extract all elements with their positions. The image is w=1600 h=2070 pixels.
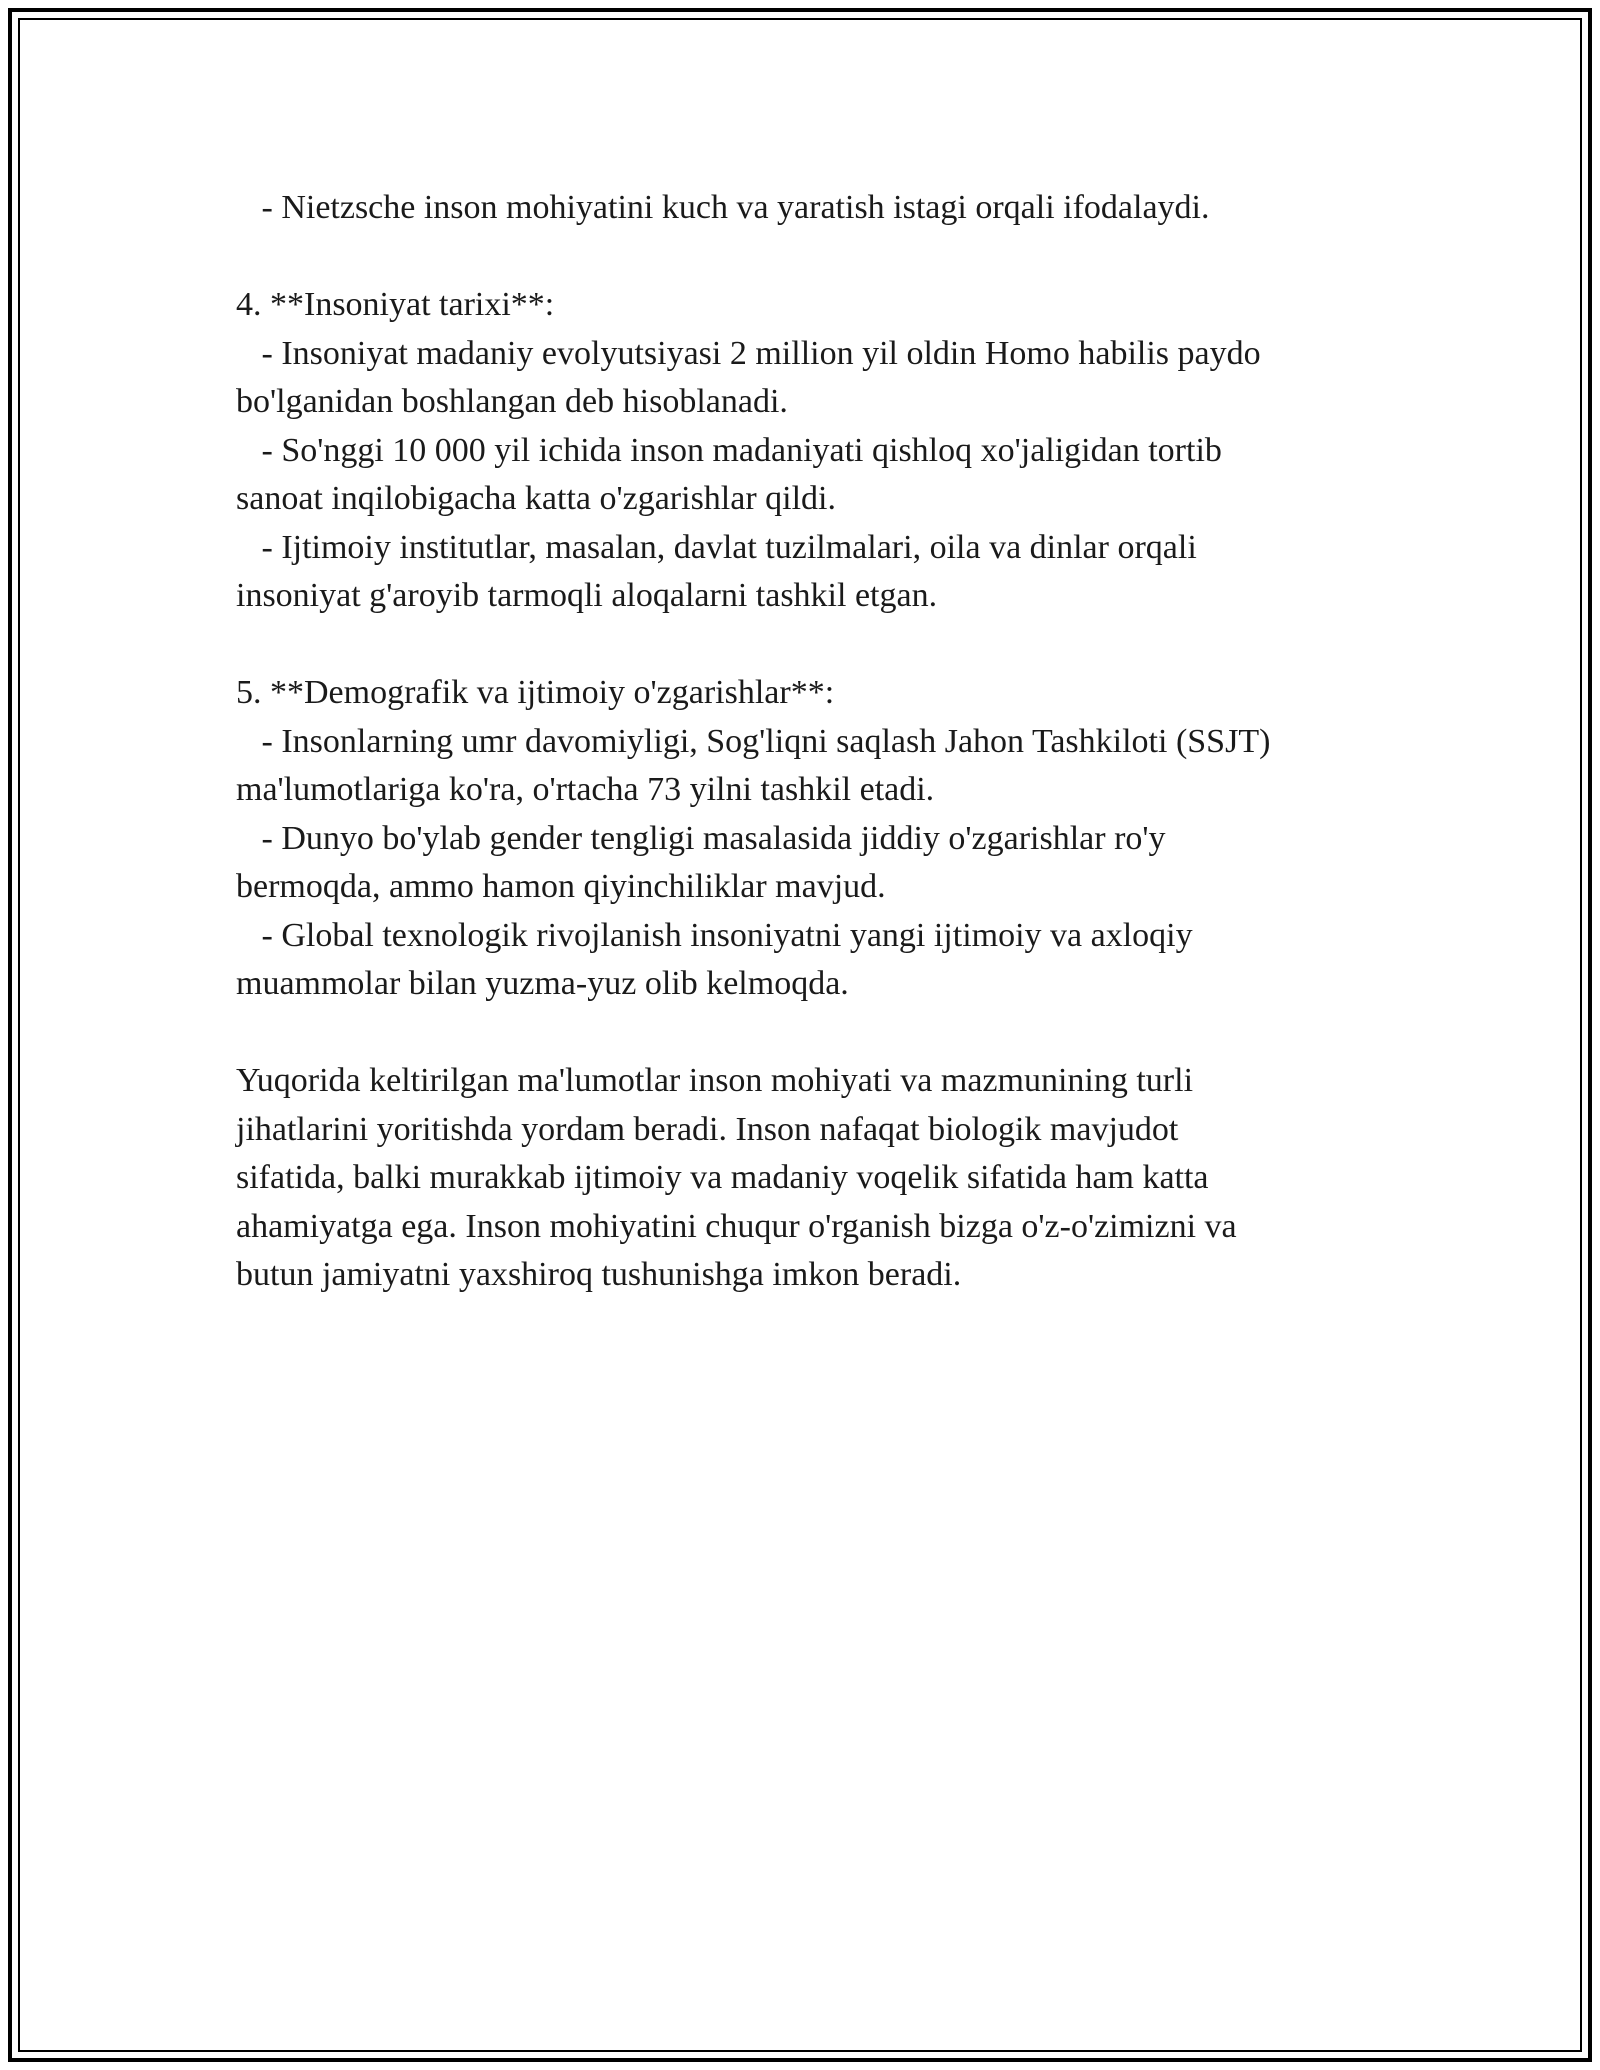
- bullet-line: - Dunyo bo'ylab gender tengligi masalasida jiddiy o'zgarishlar ro'y: [236, 819, 1166, 857]
- bullet-line: - Global texnologik rivojlanish insoniyatni yangi ijtimoiy va axloqiy: [236, 916, 1193, 954]
- blank-line: [236, 621, 1396, 670]
- conclusion-line: jihatlarini yoritishda yordam beradi. Inson nafaqat biologik mavjudot: [236, 1110, 1179, 1148]
- bullet-line: - Insonlarning umr davomiyligi, Sog'liqni saqlash Jahon Tashkiloti (SSJT): [236, 722, 1271, 760]
- section-heading-demografik: 5. **Demografik va ijtimoiy o'zgarishlar**:: [236, 674, 835, 711]
- conclusion-line: Yuqorida keltirilgan ma'lumotlar inson mohiyati va mazmunining turli: [236, 1062, 1194, 1099]
- blank-line: [236, 233, 1396, 282]
- bullet-line-continuation: bo'lganidan boshlangan deb hisoblanadi.: [236, 383, 788, 420]
- bullet-line-continuation: bermoqda, ammo hamon qiyinchiliklar mavjud.: [236, 868, 886, 905]
- blank-line: [236, 1009, 1396, 1058]
- bullet-line: - Insoniyat madaniy evolyutsiyasi 2 million yil oldin Homo habilis paydo: [236, 334, 1261, 372]
- bullet-line-continuation: muammolar bilan yuzma-yuz olib kelmoqda.: [236, 965, 849, 1002]
- bullet-line: - Ijtimoiy institutlar, masalan, davlat tuzilmalari, oila va dinlar orqali: [236, 528, 1197, 566]
- document-body: [236, 184, 1396, 1300]
- conclusion-line: sifatida, balki murakkab ijtimoiy va madaniy voqelik sifatida ham katta: [236, 1159, 1209, 1196]
- section-heading-insoniyat-tarixi: 4. **Insoniyat tarixi**:: [236, 286, 555, 323]
- bullet-line-continuation: insoniyat g'aroyib tarmoqli aloqalarni tashkil etgan.: [236, 577, 938, 614]
- bullet-line-continuation: ma'lumotlariga ko'ra, o'rtacha 73 yilni tashkil etadi.: [236, 771, 935, 808]
- bullet-line: - So'nggi 10 000 yil ichida inson madaniyati qishloq xo'jaligidan tortib: [236, 431, 1222, 469]
- bullet-line-continuation: sanoat inqilobigacha katta o'zgarishlar qildi.: [236, 480, 836, 517]
- conclusion-line: butun jamiyatni yaxshiroq tushunishga imkon beradi.: [236, 1256, 962, 1293]
- conclusion-line: ahamiyatga ega. Inson mohiyatini chuqur o'rganish bizga o'z-o'zimizni va: [236, 1207, 1237, 1245]
- bullet-nietzsche: - Nietzsche inson mohiyatini kuch va yaratish istagi orqali ifodalaydi.: [236, 189, 1210, 226]
